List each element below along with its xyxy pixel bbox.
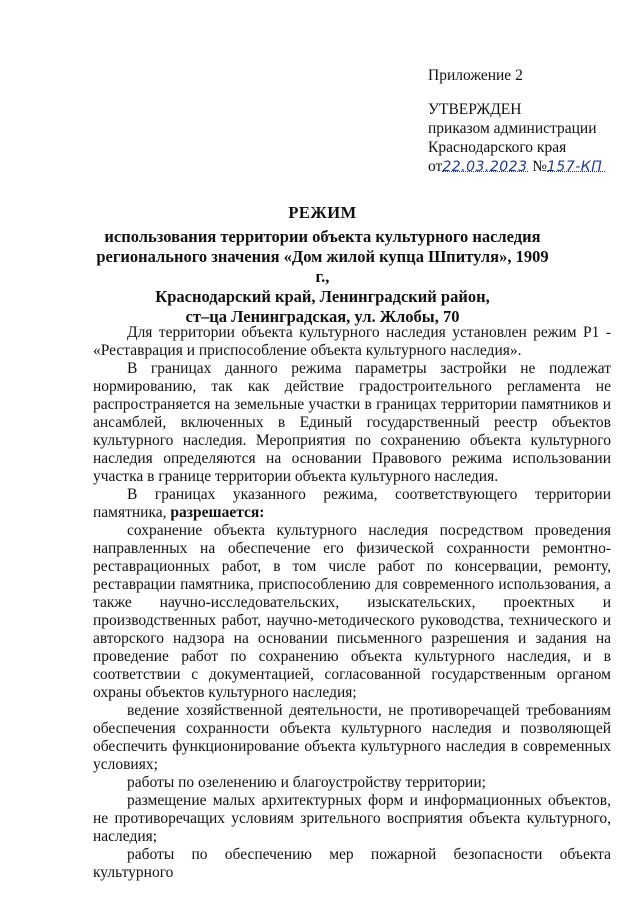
number-field: [547, 157, 605, 175]
decree-date-number-line: [428, 157, 633, 176]
paragraph-boundaries: В границах данного режима параметры застройки не подлежат нормированию, так как действие градостроительного регламента не распространяется на земельные участки в границах территории памятников и ансамблей, включенных в Единый государственный реестр объектов культурного наследия. Мероприятия по сохранению объекта культурного наследия определяются на основании Правового режима использовании участка в границе территории объекта культурного наследия.: [93, 360, 611, 485]
permitted-intro-text: В границах указанного режима, соответствующего территории памятника,: [93, 486, 611, 521]
title-main: РЕЖИМ: [288, 203, 357, 222]
paragraph-small-forms: размещение малых архитектурных форм и информационных объектов, не противоречащих условиям зрительного восприятия объекта культурного, наследия;: [93, 792, 611, 845]
approval-region-line: Краснодарского края: [428, 139, 567, 156]
paragraph-fire-safety: работы по обеспечению мер пожарной безопасности объекта культурного: [93, 846, 611, 881]
permitted-label: разрешается:: [170, 504, 265, 521]
approval-block: [428, 100, 633, 176]
document-body: [93, 324, 611, 882]
handwritten-date: 22.03.2023: [442, 159, 528, 175]
title-line-2: регионального значения «Дом жилой купца Шпитуля», 1909 г.,: [96, 247, 549, 286]
title-line-4: ст–ца Ленинградская, ул. Жлобы, 70: [185, 307, 460, 326]
number-prefix: №: [532, 158, 547, 175]
paragraph-regime: Для территории объекта культурного наследия установлен режим Р1 - «Реставрация и приспособление объекта культурного наследия».: [93, 324, 611, 359]
approval-order-line: приказом администрации: [428, 120, 597, 137]
title-line-3: Краснодарский край, Ленинградский район,: [155, 287, 490, 306]
paragraph-economic-activity: ведение хозяйственной деятельности, не противоречащей требованиям обеспечения сохранности объекта культурного наследия и позволяющей обеспечить функционирование объекта культурного наследия в современных условиях;: [93, 702, 611, 773]
date-prefix: от: [428, 158, 443, 175]
date-field: [442, 157, 528, 175]
paragraph-permitted-intro: [93, 486, 611, 522]
handwritten-number: 157-КП: [547, 159, 603, 175]
approved-label: УТВЕРЖДЕН: [428, 101, 522, 118]
appendix-label: Приложение 2: [428, 67, 523, 84]
document-title: [95, 203, 550, 327]
paragraph-preservation: сохранение объекта культурного наследия посредством проведения направленных на обеспечение его физической сохранности ремонтно-реставрационных работ, в том числе работ по консервации, ремонту, реставрации памятника, приспособлению для современного использования, а также научно-исследовательских, изыскательских, проектных и производственных работ, научно-методического руководства, технического и авторского надзора на основании письменного разрешения и задания на проведение работ по сохранению объекта культурного наследия, и в соответствии с документацией, согласованной государственным органом охраны объектов культурного наследия;: [93, 522, 611, 701]
title-line-1: использования территории объекта культурного наследия: [104, 227, 541, 246]
paragraph-landscaping: работы по озеленению и благоустройству территории;: [127, 774, 486, 791]
